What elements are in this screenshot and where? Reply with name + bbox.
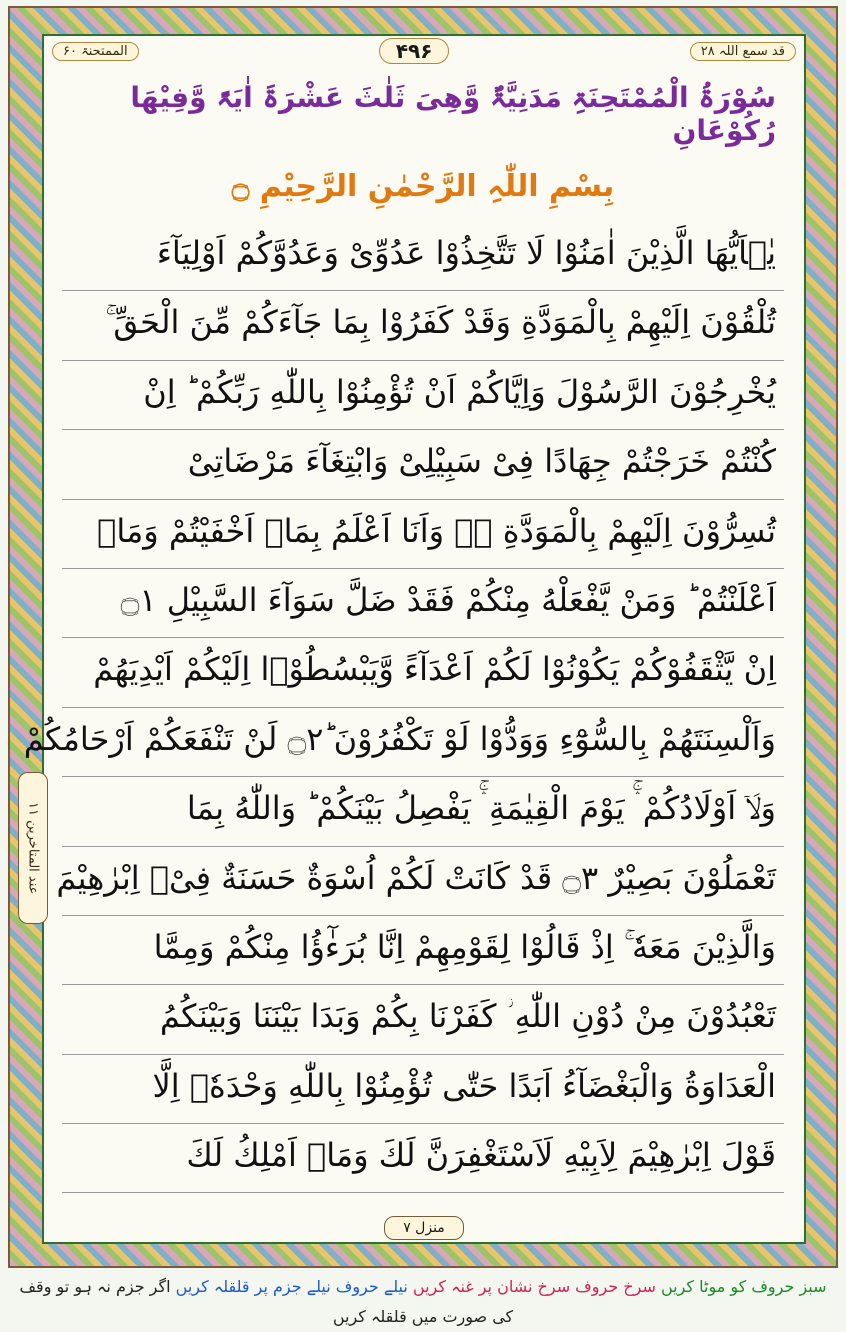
legend-green: سبز حروف کو موٹا کریں xyxy=(660,1277,827,1296)
verse-line: تُسِرُّوْنَ اِلَیْهِمْ بِالْمَوَدَّةِ ۖۗ وَاَنَا اَعْلَمُ بِمَاۤ اَخْفَیْتُمْ وَمَاۤ xyxy=(62,500,784,569)
verse-line: تَعْمَلُوْنَ بَصِیْرٌ ۝٣ قَدْ كَانَتْ لَكُمْ اُسْوَةٌ حَسَنَةٌ فِیْۤ اِبْرٰهِیْمَ xyxy=(62,847,784,916)
verse-line: وَالَّذِیْنَ مَعَهٗ ۚ اِذْ قَالُوْا لِقَوْمِهِمْ اِنَّا بُرَءٰٓؤُا مِنْكُمْ وَمِمَّا xyxy=(62,916,784,985)
verse-line: اَعْلَنْتُمْ ؕ وَمَنْ یَّفْعَلْهُ مِنْكُمْ فَقَدْ ضَلَّ سَوَآءَ السَّبِیْلِ ۝١ xyxy=(62,569,784,638)
page-number: ۴۹۶ xyxy=(379,38,450,64)
surah-name-label: الممتحنۃ ۶۰ xyxy=(52,42,139,61)
page-header xyxy=(52,36,796,66)
legend-note: اگر جزم نہ ہو تو وقف کی صورت میں قلقلہ کریں xyxy=(19,1277,514,1326)
legend-red: سرخ حروف سرخ نشان پر غنہ کریں xyxy=(412,1277,656,1296)
verse-line: وَلَاۤ اَوْلَادُكُمْ ۛۚ یَوْمَ الْقِیٰمَةِ ۛۚ یَفْصِلُ بَیْنَكُمْ ؕ وَاللّٰهُ بِمَا xyxy=(62,777,784,846)
verse-line: تَعْبُدُوْنَ مِنْ دُوْنِ اللّٰهِ ؗ كَفَرْنَا بِكُمْ وَبَدَا بَیْنَنَا وَبَیْنَكُمُ xyxy=(62,985,784,1054)
surah-heading: سُوْرَۃُ الْمُمْتَحِنَۃِ مَدَنِیَّۃٌ وَّهِیَ ثَلٰثَ عَشْرَۃَ اٰیَۃً وَّفِیْهَا رُکُوْعَانِ xyxy=(130,81,776,147)
margin-note: عند المتاخرین ۱۱ xyxy=(18,772,48,924)
manzil-label: منزل ۷ xyxy=(384,1216,464,1240)
verse-line: كُنْتُمْ خَرَجْتُمْ جِهَادًا فِیْ سَبِیْلِیْ وَابْتِغَآءَ مَرْضَاتِیْ xyxy=(62,430,784,499)
verse-line: تُلْقُوْنَ اِلَیْهِمْ بِالْمَوَدَّةِ وَقَدْ كَفَرُوْا بِمَا جَآءَكُمْ مِّنَ الْحَقِّ ۚ xyxy=(62,291,784,360)
verse-line: وَاَلْسِنَتَهُمْ بِالسُّوْٓءِ وَوَدُّوْا لَوْ تَكْفُرُوْنَ ۝٢ؕ لَنْ تَنْفَعَكُمْ اَرْحَامُكُمْ xyxy=(62,708,784,777)
verse-line: الْعَدَاوَةُ وَالْبَغْضَآءُ اَبَدًا حَتّٰى تُؤْمِنُوْا بِاللّٰهِ وَحْدَهٗۤ اِلَّا xyxy=(62,1055,784,1124)
verse-line: اِنْ یَّثْقَفُوْكُمْ یَكُوْنُوْا لَكُمْ اَعْدَآءً وَّیَبْسُطُوْۤا اِلَیْكُمْ اَیْدِیَهُمْ xyxy=(62,638,784,707)
verse-line: یُخْرِجُوْنَ الرَّسُوْلَ وَاِیَّاكُمْ اَنْ تُؤْمِنُوْا بِاللّٰهِ رَبِّكُمْ ؕ اِنْ xyxy=(62,361,784,430)
tajweed-legend xyxy=(10,1272,836,1326)
verse-line: قَوْلَ اِبْرٰهِیْمَ لِاَبِیْهِ لَاَسْتَغْفِرَنَّ لَكَ وَمَاۤ اَمْلِكُ لَكَ xyxy=(62,1124,784,1193)
bismillah: بِسْمِ اللّٰہِ الرَّحْمٰنِ الرَّحِیْمِ ۝ xyxy=(231,168,615,204)
juz-label: قد سمع اللہ ۲۸ xyxy=(690,42,796,61)
legend-blue: نیلے حروف نیلے جزم پر قلقلہ کریں xyxy=(175,1277,408,1296)
verse-line: یٰۤاَیُّهَا الَّذِیْنَ اٰمَنُوْا لَا تَتَّخِذُوْا عَدُوِّیْ وَعَدُوَّكُمْ اَوْلِیَآءَ xyxy=(62,222,784,291)
